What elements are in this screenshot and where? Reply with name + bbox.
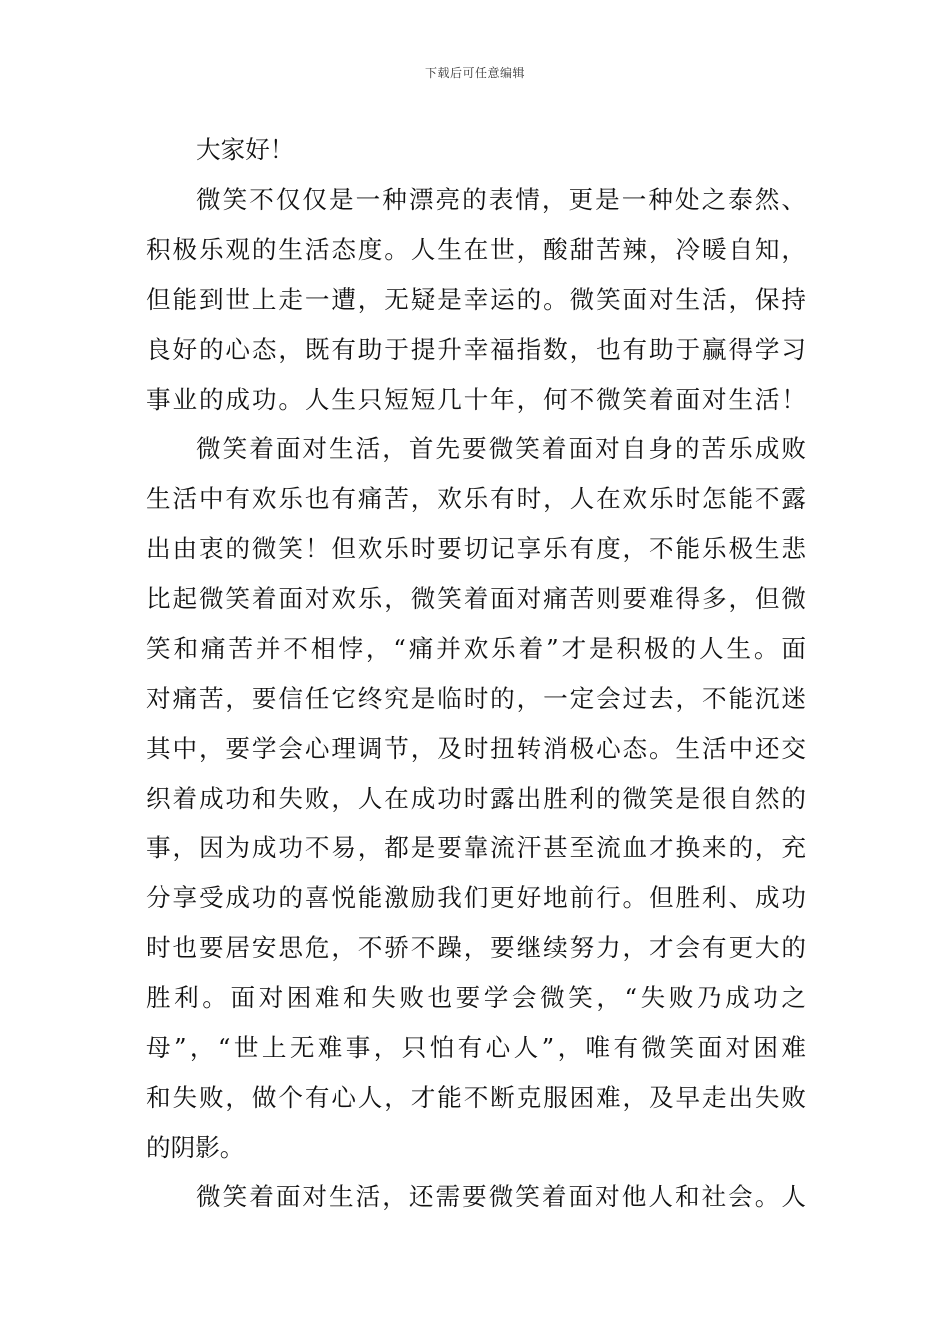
paragraph-line: 和失败，做个有心人，才能不断克服困难，及早走出失败 (146, 1083, 806, 1112)
paragraph-line: 时也要居安思危，不骄不躁，要继续努力，才会有更大的 (146, 933, 806, 962)
paragraph-line: 其中，要学会心理调节，及时扭转消极心态。生活中还交 (146, 734, 806, 763)
paragraph-line: 比起微笑着面对欢乐，微笑着面对痛苦则要难得多，但微 (146, 584, 806, 613)
paragraph-line: 胜利。面对困难和失败也要学会微笑，“失败乃成功之 (146, 983, 806, 1012)
header-note: 下载后可任意编辑 (424, 66, 525, 80)
paragraph-line: 出由衷的微笑！但欢乐时要切记享乐有度，不能乐极生悲 (146, 534, 806, 563)
paragraph-line: 母”，“世上无难事，只怕有心人”，唯有微笑面对困难 (146, 1033, 806, 1062)
paragraph-line: 事，因为成功不易，都是要靠流汗甚至流血才换来的，充 (146, 833, 806, 862)
paragraph-line: 生活中有欢乐也有痛苦，欢乐有时，人在欢乐时怎能不露 (146, 484, 806, 513)
paragraph-line: 微笑着面对生活，还需要微笑着面对他人和社会。人 (196, 1182, 806, 1211)
paragraph-line: 微笑不仅仅是一种漂亮的表情，更是一种处之泰然、 (196, 185, 806, 214)
paragraph-line: 事业的成功。人生只短短几十年，何不微笑着面对生活！ (146, 385, 806, 414)
paragraph-line: 良好的心态，既有助于提升幸福指数，也有助于赢得学习 (146, 335, 806, 364)
paragraph-line: 分享受成功的喜悦能激励我们更好地前行。但胜利、成功 (146, 883, 806, 912)
paragraph-line: 笑和痛苦并不相悖，“痛并欢乐着”才是积极的人生。面 (146, 634, 806, 663)
paragraph-line: 对痛苦，要信任它终究是临时的，一定会过去，不能沉迷 (146, 684, 806, 713)
paragraph-line: 的阴影。 (146, 1133, 245, 1162)
paragraph-line: 织着成功和失败，人在成功时露出胜利的微笑是很自然的 (146, 784, 806, 813)
greeting-line: 大家好！ (196, 135, 295, 164)
paragraph-line: 积极乐观的生活态度。人生在世，酸甜苦辣，冷暖自知， (146, 235, 806, 264)
paragraph-line: 但能到世上走一遭，无疑是幸运的。微笑面对生活，保持 (146, 285, 806, 314)
paragraph-line: 微笑着面对生活，首先要微笑着面对自身的苦乐成败 (196, 434, 806, 463)
